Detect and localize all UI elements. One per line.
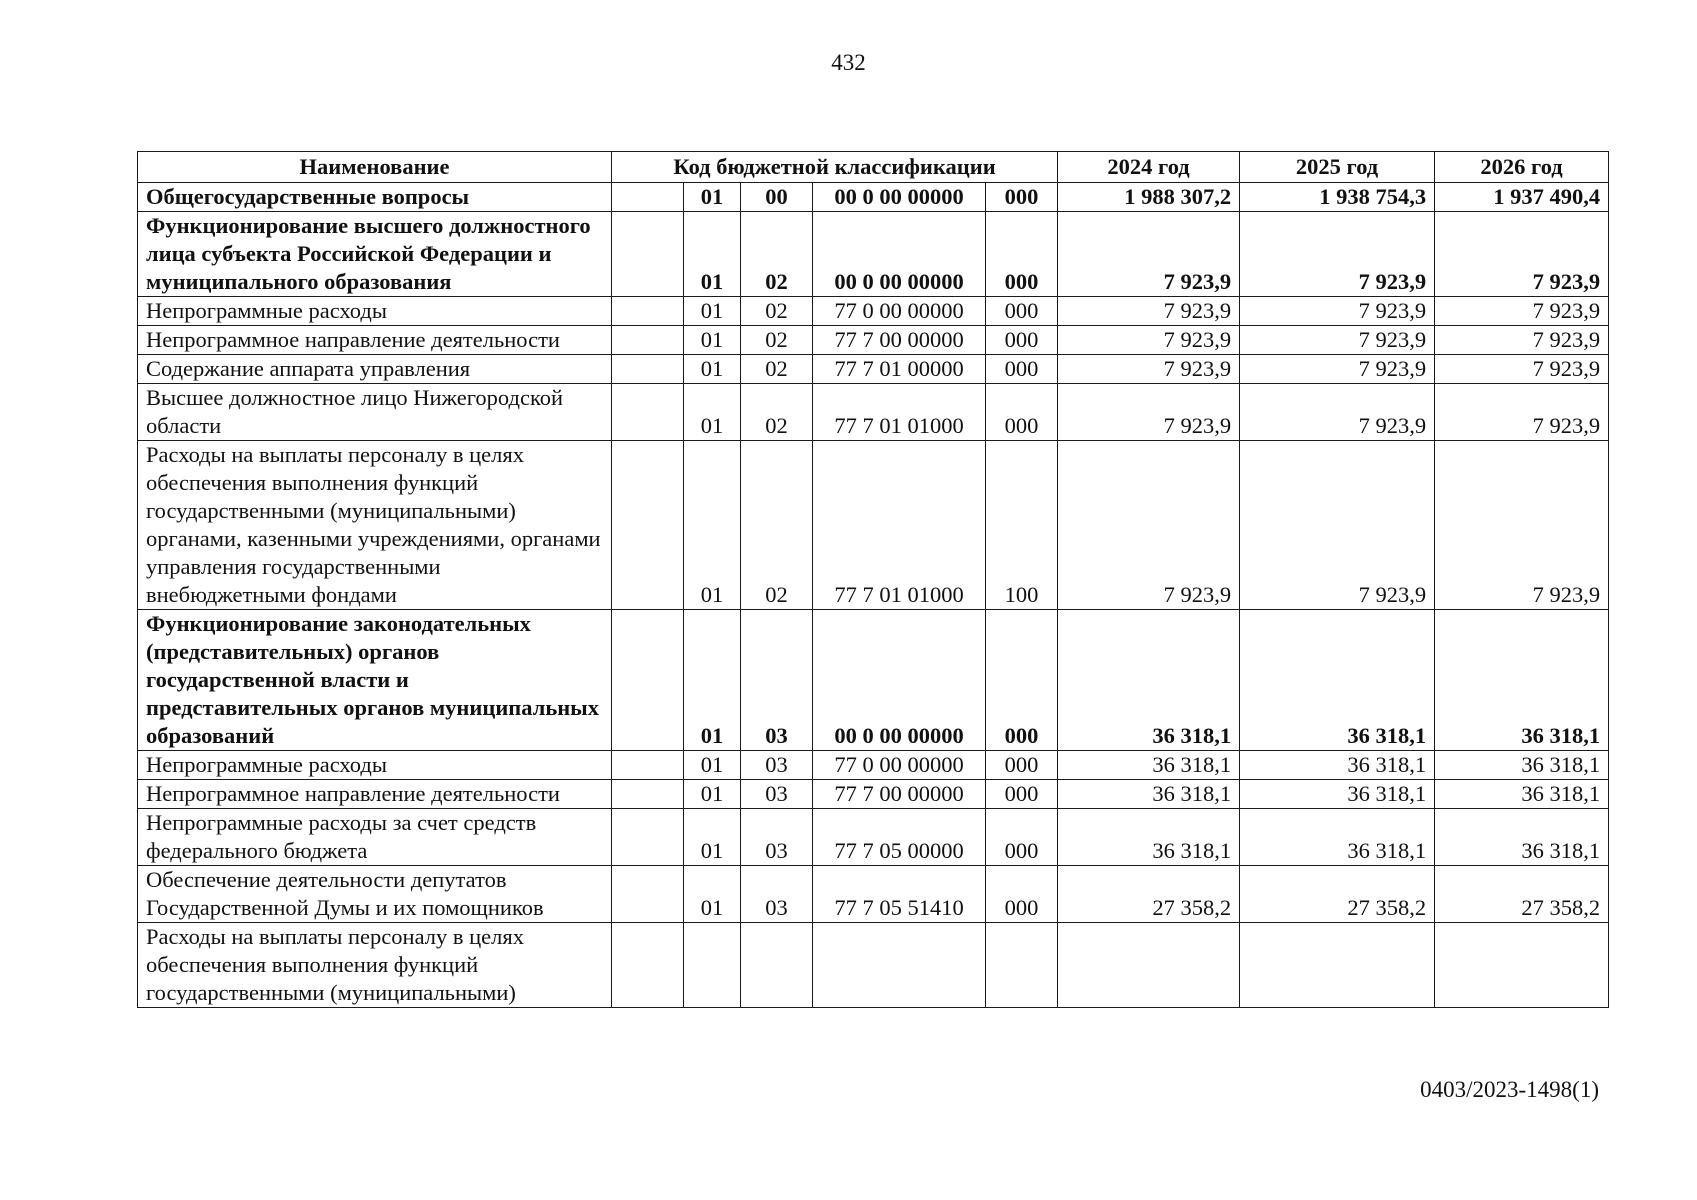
table-header-row: [138, 152, 1609, 183]
code-target-article: 77 7 00 00000: [813, 326, 986, 355]
row-name: Непрограммные расходы: [138, 751, 612, 780]
table-row: [138, 780, 1609, 809]
amount-2025: [1240, 923, 1435, 1008]
row-name: Функционирование высшего должностного лица субъекта Российской Федерации и муниципального образования: [138, 212, 612, 297]
code-target-article: 77 7 01 00000: [813, 355, 986, 384]
table-row: [138, 212, 1609, 297]
amount-2026: 7 923,9: [1435, 441, 1609, 610]
page-number: 432: [831, 50, 866, 75]
header-code: Код бюджетной классификации: [612, 152, 1058, 183]
code-section: 01: [684, 441, 741, 610]
table-row: [138, 751, 1609, 780]
code-subsection: 03: [741, 809, 813, 866]
code-subsection: 02: [741, 384, 813, 441]
header-2024: 2024 год: [1058, 152, 1240, 183]
code-subsection: 02: [741, 355, 813, 384]
row-name: Расходы на выплаты персоналу в целях обеспечения выполнения функций государственными (муниципальными): [138, 923, 612, 1008]
header-2025: 2025 год: [1240, 152, 1435, 183]
amount-2026: 7 923,9: [1435, 297, 1609, 326]
row-name: Непрограммное направление деятельности: [138, 780, 612, 809]
code-section: 01: [684, 183, 741, 212]
code-blank: [612, 751, 684, 780]
document-number: 0403/2023-1498(1): [1420, 1077, 1599, 1102]
code-section: 01: [684, 809, 741, 866]
amount-2025: 1 938 754,3: [1240, 183, 1435, 212]
code-section: 01: [684, 384, 741, 441]
table-row: [138, 326, 1609, 355]
code-subsection: 03: [741, 780, 813, 809]
row-name: Функционирование законодательных (представительных) органов государственной власти и представительных органов муниципальных образований: [138, 610, 612, 751]
table-row: [138, 610, 1609, 751]
code-target-article: 77 7 05 00000: [813, 809, 986, 866]
header-name: Наименование: [138, 152, 612, 183]
code-section: 01: [684, 610, 741, 751]
amount-2024: 36 318,1: [1058, 610, 1240, 751]
code-target-article: 77 0 00 00000: [813, 297, 986, 326]
amount-2024: 7 923,9: [1058, 355, 1240, 384]
code-expense-type: 000: [986, 809, 1058, 866]
code-target-article: [813, 923, 986, 1008]
table-row: [138, 923, 1609, 1008]
code-target-article: 00 0 00 00000: [813, 610, 986, 751]
code-subsection: 03: [741, 751, 813, 780]
code-blank: [612, 809, 684, 866]
code-subsection: 02: [741, 441, 813, 610]
amount-2024: 27 358,2: [1058, 866, 1240, 923]
code-blank: [612, 441, 684, 610]
code-target-article: 77 7 00 00000: [813, 780, 986, 809]
code-target-article: 77 7 01 01000: [813, 384, 986, 441]
table-row: [138, 441, 1609, 610]
amount-2025: 7 923,9: [1240, 441, 1435, 610]
amount-2024: 36 318,1: [1058, 780, 1240, 809]
code-blank: [612, 610, 684, 751]
code-subsection: 03: [741, 866, 813, 923]
code-section: [684, 923, 741, 1008]
amount-2026: 36 318,1: [1435, 809, 1609, 866]
amount-2025: 7 923,9: [1240, 355, 1435, 384]
code-blank: [612, 923, 684, 1008]
code-section: 01: [684, 326, 741, 355]
code-subsection: 00: [741, 183, 813, 212]
amount-2024: 7 923,9: [1058, 326, 1240, 355]
amount-2025: 7 923,9: [1240, 212, 1435, 297]
table-row: [138, 809, 1609, 866]
code-blank: [612, 183, 684, 212]
amount-2024: 7 923,9: [1058, 212, 1240, 297]
code-expense-type: 000: [986, 297, 1058, 326]
code-target-article: 77 7 05 51410: [813, 866, 986, 923]
code-expense-type: 100: [986, 441, 1058, 610]
code-section: 01: [684, 751, 741, 780]
amount-2026: 7 923,9: [1435, 355, 1609, 384]
code-expense-type: 000: [986, 183, 1058, 212]
row-name: Общегосударственные вопросы: [138, 183, 612, 212]
amount-2025: 36 318,1: [1240, 751, 1435, 780]
row-name: Непрограммные расходы за счет средств федерального бюджета: [138, 809, 612, 866]
table-row: [138, 384, 1609, 441]
code-section: 01: [684, 297, 741, 326]
code-target-article: 77 0 00 00000: [813, 751, 986, 780]
code-subsection: 02: [741, 212, 813, 297]
table-row: [138, 866, 1609, 923]
amount-2025: 7 923,9: [1240, 297, 1435, 326]
amount-2024: 7 923,9: [1058, 297, 1240, 326]
amount-2024: 1 988 307,2: [1058, 183, 1240, 212]
code-expense-type: 000: [986, 610, 1058, 751]
amount-2026: 36 318,1: [1435, 610, 1609, 751]
code-expense-type: 000: [986, 384, 1058, 441]
code-blank: [612, 384, 684, 441]
amount-2026: 7 923,9: [1435, 384, 1609, 441]
amount-2025: 36 318,1: [1240, 610, 1435, 751]
table-row: [138, 297, 1609, 326]
amount-2026: 1 937 490,4: [1435, 183, 1609, 212]
code-section: 01: [684, 780, 741, 809]
code-section: 01: [684, 866, 741, 923]
code-target-article: 77 7 01 01000: [813, 441, 986, 610]
code-section: 01: [684, 212, 741, 297]
table-row: [138, 355, 1609, 384]
code-subsection: 02: [741, 326, 813, 355]
code-blank: [612, 780, 684, 809]
code-target-article: 00 0 00 00000: [813, 212, 986, 297]
row-name: Расходы на выплаты персоналу в целях обеспечения выполнения функций государственными (муниципальными) органами, казенными учреждениями, органами управления государственными внебюджетными фондами: [138, 441, 612, 610]
amount-2026: 36 318,1: [1435, 780, 1609, 809]
amount-2024: 36 318,1: [1058, 751, 1240, 780]
amount-2026: [1435, 923, 1609, 1008]
amount-2025: 36 318,1: [1240, 809, 1435, 866]
amount-2024: 7 923,9: [1058, 384, 1240, 441]
amount-2025: 36 318,1: [1240, 780, 1435, 809]
amount-2026: 27 358,2: [1435, 866, 1609, 923]
table-body: [138, 183, 1609, 1008]
amount-2026: 7 923,9: [1435, 212, 1609, 297]
row-name: Содержание аппарата управления: [138, 355, 612, 384]
code-expense-type: 000: [986, 355, 1058, 384]
row-name: Непрограммные расходы: [138, 297, 612, 326]
amount-2026: 36 318,1: [1435, 751, 1609, 780]
amount-2025: 7 923,9: [1240, 326, 1435, 355]
amount-2025: 7 923,9: [1240, 384, 1435, 441]
amount-2024: [1058, 923, 1240, 1008]
code-expense-type: 000: [986, 751, 1058, 780]
row-name: Обеспечение деятельности депутатов Государственной Думы и их помощников: [138, 866, 612, 923]
code-expense-type: [986, 923, 1058, 1008]
code-expense-type: 000: [986, 780, 1058, 809]
budget-table: [137, 151, 1609, 1008]
header-2026: 2026 год: [1435, 152, 1609, 183]
code-expense-type: 000: [986, 326, 1058, 355]
code-section: 01: [684, 355, 741, 384]
code-subsection: 03: [741, 610, 813, 751]
amount-2024: 7 923,9: [1058, 441, 1240, 610]
code-blank: [612, 326, 684, 355]
code-target-article: 00 0 00 00000: [813, 183, 986, 212]
code-subsection: [741, 923, 813, 1008]
code-expense-type: 000: [986, 866, 1058, 923]
amount-2026: 7 923,9: [1435, 326, 1609, 355]
amount-2024: 36 318,1: [1058, 809, 1240, 866]
table-row: [138, 183, 1609, 212]
code-blank: [612, 866, 684, 923]
code-blank: [612, 355, 684, 384]
row-name: Непрограммное направление деятельности: [138, 326, 612, 355]
code-expense-type: 000: [986, 212, 1058, 297]
code-blank: [612, 297, 684, 326]
row-name: Высшее должностное лицо Нижегородской области: [138, 384, 612, 441]
amount-2025: 27 358,2: [1240, 866, 1435, 923]
code-blank: [612, 212, 684, 297]
code-subsection: 02: [741, 297, 813, 326]
